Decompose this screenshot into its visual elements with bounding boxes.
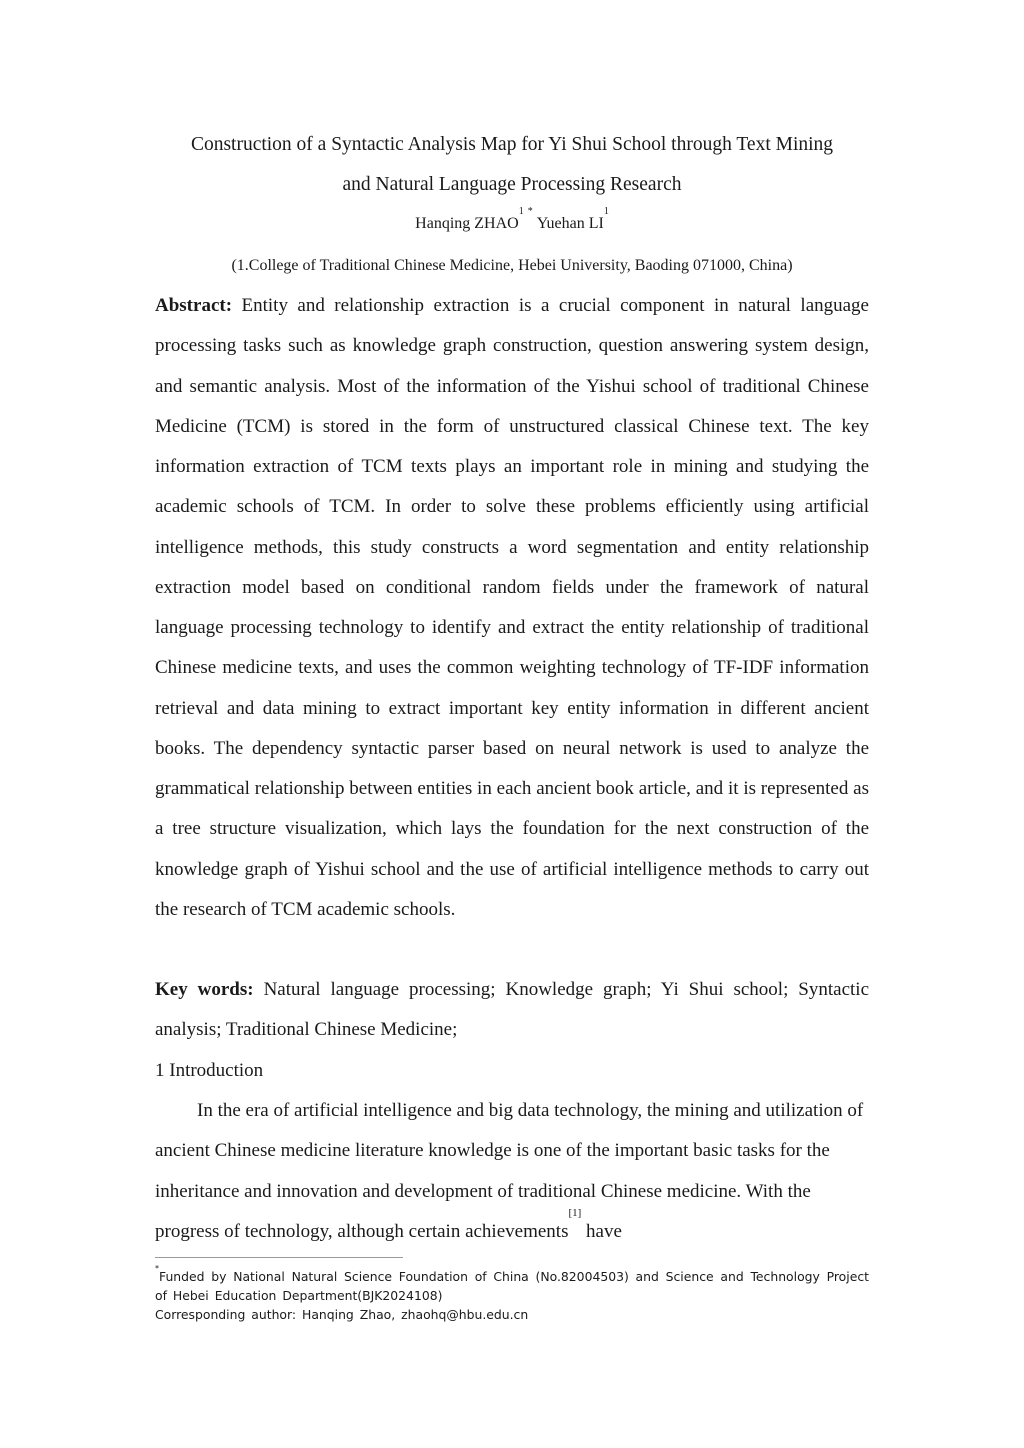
author-list (155, 206, 869, 239)
paper-title-line-1: Construction of a Syntactic Analysis Map for Yi Shui School through Text Mining (190, 134, 834, 155)
author-2-affiliation-mark: 1 (603, 206, 609, 217)
abstract-text: Entity and relationship extraction is a crucial component in natural language processing tasks such as knowledge graph construction, question answering system design, and semantic analysis. Most of the information of the Yishui school of traditional Chinese Medicine (TCM) is stored in the form of unstructured classical Chinese text. The key information extraction of TCM texts plays an important role in mining and studying the academic schools of TCM. In order to solve these problems efficiently using artificial intelligence methods, this study constructs a word segmentation and entity relationship extraction model based on conditional random fields under the framework of natural language processing technology to identify and extract the entity relationship of traditional Chinese medicine texts, and uses the common weighting technology of TF-IDF information retrieval and data mining to extract important key entity information in different ancient books. The dependency syntactic parser based on neural network is used to analyze the grammatical relationship between entities in each ancient book article, and it is represented as a tree structure visualization, which lays the foundation for the next construction of the knowledge graph of Yishui school and the use of artificial intelligence methods to carry out the research of TCM academic schools. (155, 295, 869, 920)
author-2-name: Yuehan LI (536, 215, 604, 232)
introduction-text: In the era of artificial intelligence and big data technology, the mining and utilization of ancient Chinese medicine literature knowledge is one of the important basic tasks for the inheritance and innovation and development of traditional Chinese medicine. With the progress of technology, although certain achievements (155, 1100, 864, 1242)
footnote-mark: * (155, 1264, 159, 1273)
corresponding-author-mark: * (527, 206, 533, 217)
introduction-paragraph (155, 1091, 869, 1252)
funding-note (155, 1264, 869, 1305)
footnote-divider (155, 1257, 403, 1258)
section-heading-introduction: 1 Introduction (155, 1060, 264, 1081)
author-1-affiliation-mark: 1 (518, 206, 524, 217)
citation-ref-1: [1] (568, 1206, 582, 1219)
paper-title-line-2: and Natural Language Processing Research (342, 174, 682, 195)
corresponding-author-note: Corresponding author: Hanqing Zhao, zhaohq@hbu.edu.cn (155, 1307, 529, 1322)
keywords-text: Natural language processing; Knowledge graph; Yi Shui school; Syntactic analysis; Traditional Chinese Medicine; (155, 979, 870, 1041)
keywords-label: Key words: (155, 979, 254, 1000)
footnote (155, 1264, 869, 1324)
abstract-label: Abstract: (155, 295, 233, 316)
abstract-paragraph (155, 286, 869, 930)
introduction-text-continued: have (586, 1220, 622, 1242)
affiliation: (1.College of Traditional Chinese Medicine, Hebei University, Baoding 071000, China) (231, 257, 793, 274)
author-1-name: Hanqing ZHAO (415, 215, 519, 232)
keywords-paragraph (155, 970, 869, 1051)
funding-text: Funded by National Natural Science Foundation of China (No.82004503) and Science and Technology Project of Hebei Education Department(BJK2024108) (155, 1269, 869, 1303)
